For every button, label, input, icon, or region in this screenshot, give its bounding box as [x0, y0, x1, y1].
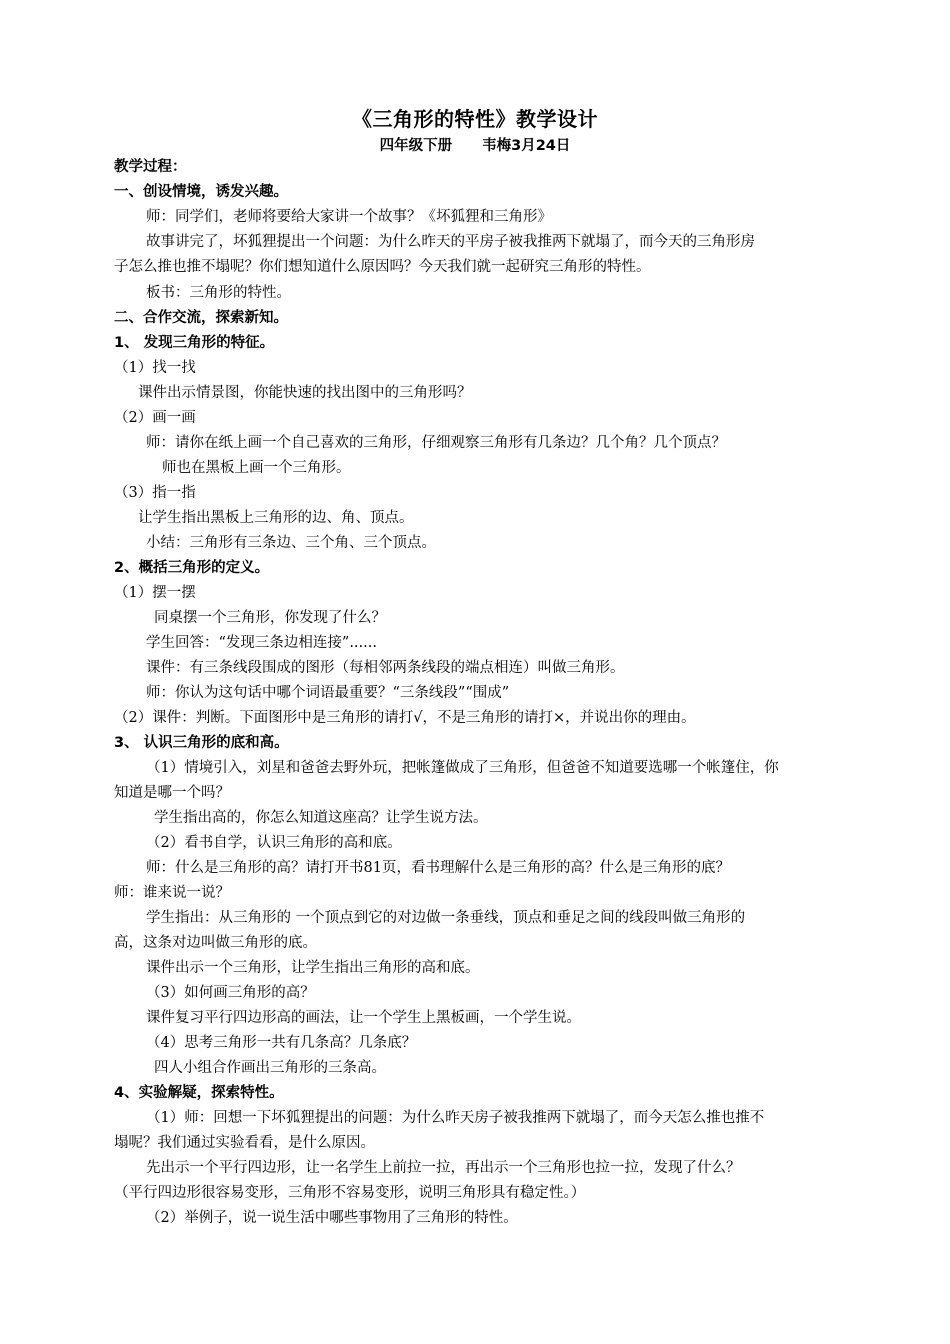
section-heading: 教学过程： [114, 159, 187, 175]
paragraph-line: 知道是哪一个吗？ [114, 785, 230, 801]
paragraph-line: 塌呢？我们通过实验看看，是什么原因。 [114, 1135, 375, 1151]
paragraph-line: 高，这条对边叫做三角形的底。 [114, 935, 317, 951]
subtitle-author-date: 韦梅3月24日 [482, 138, 571, 154]
paragraph-line: （1）摆一摆 [114, 585, 196, 601]
document-title: 《三角形的特性》教学设计 [352, 107, 598, 131]
paragraph-line: 师：什么是三角形的高？请打开书81页，看书理解什么是三角形的高？什么是三角形的底？ [146, 860, 730, 876]
paragraph-line: 学生指出高的，你怎么知道这座高？让学生说方法。 [154, 810, 488, 826]
paragraph-line: 先出示一个平行四边形，让一名学生上前拉一拉，再出示一个三角形也拉一拉，发现了什么？ [146, 1160, 741, 1176]
paragraph-line: （1）师：回想一下坏狐狸提出的问题：为什么昨天房子被我推两下就塌了，而今天怎么推也推不 [146, 1110, 765, 1126]
paragraph-line: 课件出示情景图，你能快速的找出图中的三角形吗？ [138, 385, 472, 401]
paragraph-line: 师：同学们，老师将要给大家讲一个故事？《坏狐狸和三角形》 [146, 209, 552, 225]
section-heading: 二、合作交流，探索新知。 [114, 310, 288, 326]
paragraph-line: （2）举例子，说一说生活中哪些事物用了三角形的特性。 [146, 1210, 518, 1226]
paragraph-line: 学生回答：“发现三条边相连接”...... [146, 635, 377, 651]
paragraph-line: （1）找一找 [114, 360, 196, 376]
section-heading: 1、 发现三角形的特征。 [114, 335, 275, 351]
paragraph-line: （2）看书自学，认识三角形的高和底。 [146, 835, 402, 851]
paragraph-line: 师也在黑板上画一个三角形。 [162, 460, 351, 476]
paragraph-line: 师：请你在纸上画一个自己喜欢的三角形，仔细观察三角形有几条边？几个角？几个顶点？ [146, 435, 726, 451]
paragraph-line: （1）情境引入，刘星和爸爸去野外玩，把帐篷做成了三角形，但爸爸不知道要选哪一个帐篷住，你 [146, 760, 779, 776]
paragraph-line: 小结：三角形有三条边、三个角、三个顶点。 [146, 535, 436, 551]
section-heading: 一、创设情境，诱发兴趣。 [114, 184, 288, 200]
paragraph-line: （平行四边形很容易变形，三角形不容易变形，说明三角形具有稳定性。） [114, 1185, 586, 1201]
subtitle-grade: 四年级下册 [379, 138, 453, 154]
paragraph-line: 让学生指出黑板上三角形的边、角、顶点。 [138, 510, 414, 526]
paragraph-line: （2）课件：判断。下面图形中是三角形的请打√，不是三角形的请打×，并说出你的理由。 [114, 710, 696, 726]
paragraph-line: 师：谁来说一说？ [114, 885, 230, 901]
paragraph-line: 四人小组合作画出三角形的三条高。 [154, 1060, 386, 1076]
section-heading: 3、 认识三角形的底和高。 [114, 735, 289, 751]
paragraph-line: （2）画一画 [114, 410, 196, 426]
paragraph-line: 师：你认为这句话中哪个词语最重要？“三条线段”“围成” [146, 685, 510, 701]
paragraph-line: 同桌摆一个三角形，你发现了什么？ [154, 610, 386, 626]
paragraph-line: 课件：有三条线段围成的图形（每相邻两条线段的端点相连）叫做三角形。 [146, 660, 625, 676]
paragraph-line: 课件复习平行四边形高的画法，让一个学生上黑板画，一个学生说。 [146, 1010, 581, 1026]
paragraph-line: 学生指出：从三角形的 一个顶点到它的对边做一条垂线，顶点和垂足之间的线段叫做三角形的 [146, 910, 746, 926]
paragraph-line: 课件出示一个三角形，让学生指出三角形的高和底。 [146, 960, 480, 976]
paragraph-line: 子怎么推也推不塌呢？你们想知道什么原因吗？今天我们就一起研究三角形的特性。 [114, 259, 651, 275]
section-heading: 4、实验解疑，探索特性。 [114, 1085, 284, 1101]
paragraph-line: 故事讲完了，坏狐狸提出一个问题：为什么昨天的平房子被我推两下就塌了，而今天的三角形房 [146, 234, 755, 250]
document-subtitle [0, 134, 950, 155]
paragraph-line: （3）如何画三角形的高？ [146, 985, 315, 1001]
paragraph-line: （3）指一指 [114, 485, 196, 501]
paragraph-line: （4）思考三角形一共有几条高？几条底？ [146, 1035, 417, 1051]
paragraph-line: 板书：三角形的特性。 [146, 285, 291, 301]
section-heading: 2、概括三角形的定义。 [114, 560, 270, 576]
